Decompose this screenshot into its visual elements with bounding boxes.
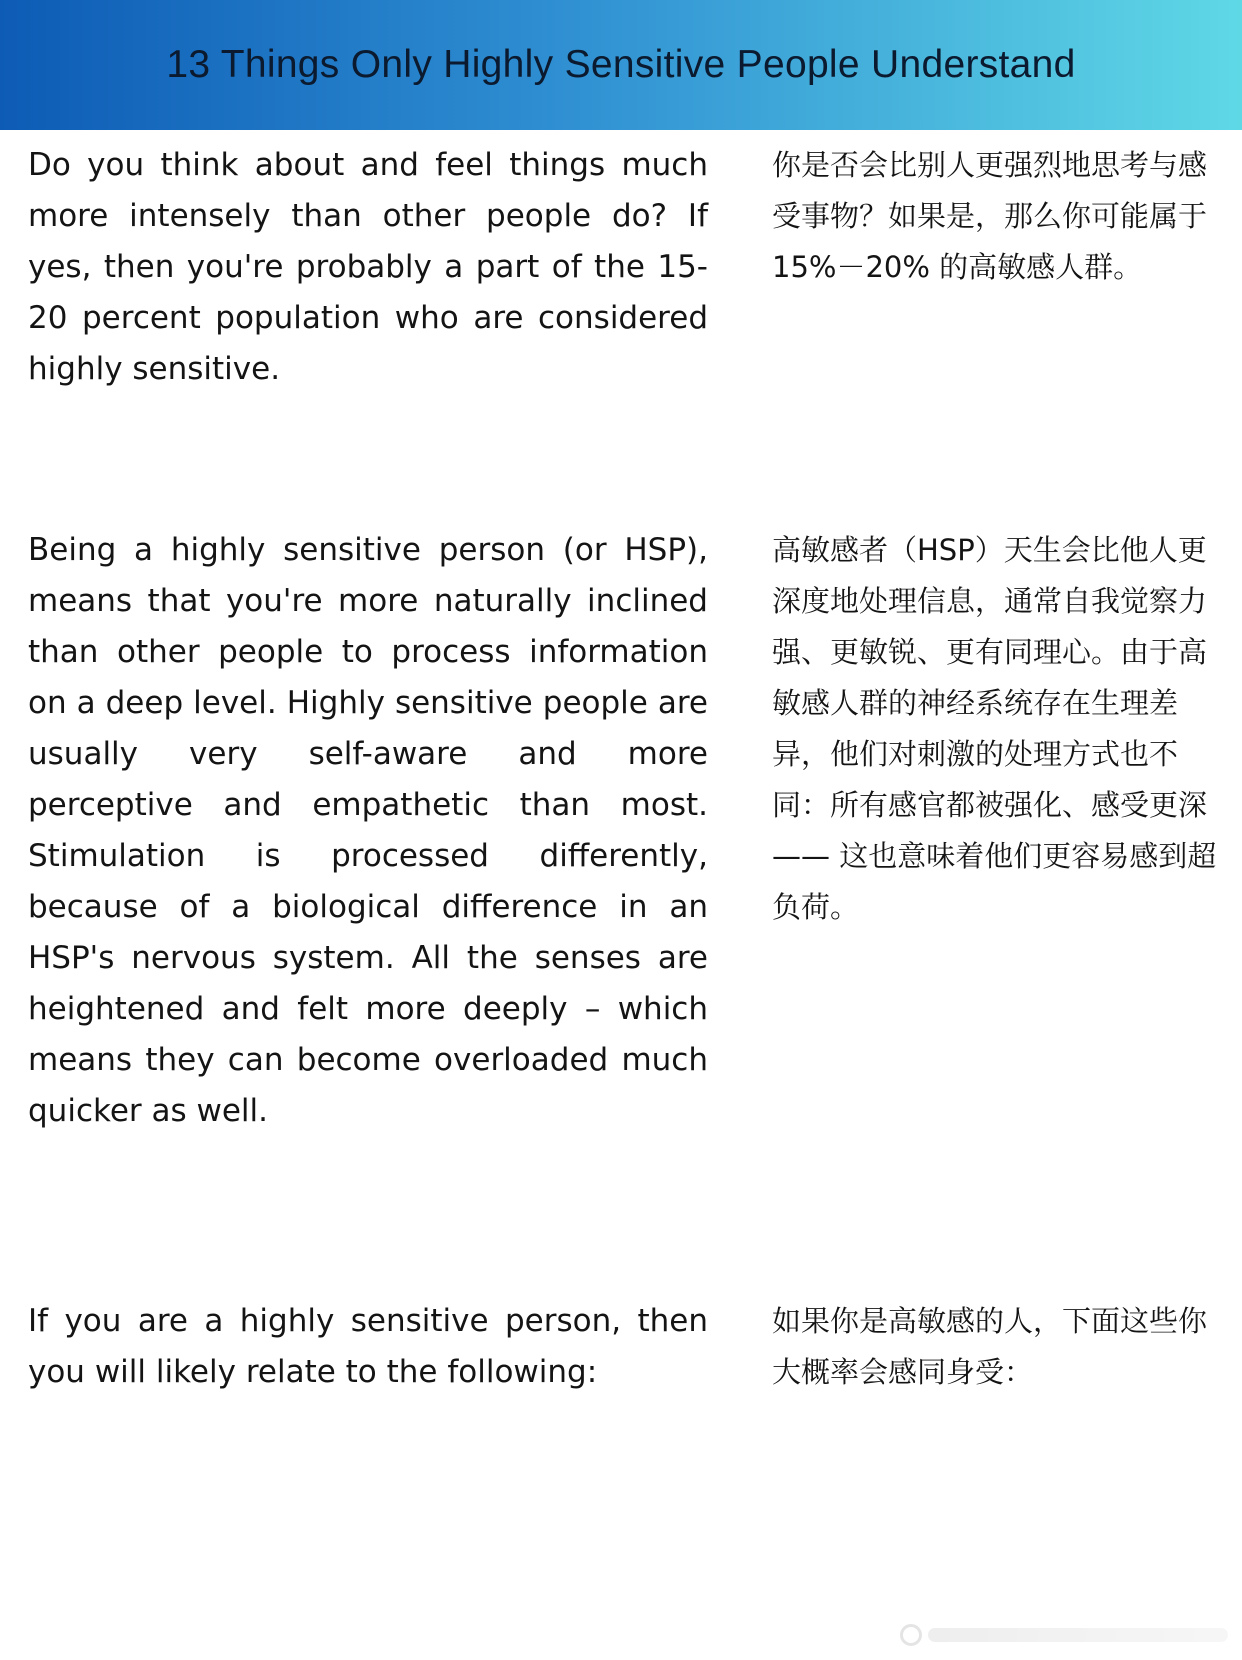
watermark-logo-icon [900, 1624, 922, 1646]
section-intro-english: Do you think about and feel things much more intensely than other people do? If yes, then you're probably a part of the 15-20 percent population who are considered highly sensitive. [28, 147, 708, 387]
section-definition-chinese: 高敏感者（HSP）天生会比他人更深度地处理信息，通常自我觉察力强、更敏锐、更有同理心。由于高敏感人群的神经系统存在生理差异，他们对刺激的处理方式也不同：所有感官都被强化、感受更深 —— 这也意味着他们更容易感到超负荷。 [772, 533, 1217, 924]
section-relate-english: If you are a highly sensitive person, then you will likely relate to the following: [28, 1303, 708, 1390]
section-intro-chinese: 你是否会比别人更强烈地思考与感受事物？如果是，那么你可能属于 15%－20% 的高敏感人群。 [772, 148, 1208, 284]
watermark [868, 1620, 1228, 1650]
watermark-text-blur [928, 1628, 1228, 1642]
section-definition-english: Being a highly sensitive person (or HSP), means that you're more naturally inclined than other people to process information on a deep level. Highly sensitive people are usually very self-aware and more perceptive and empathetic than most. Stimulation is processed differently, because of a biological difference in an HSP's nervous system. All the senses are heightened and felt more deeply – which means they can become overloaded much quicker as well. [28, 532, 708, 1129]
page-title: 13 Things Only Highly Sensitive People Understand [166, 43, 1076, 86]
title-banner [0, 0, 1242, 130]
section-relate-chinese: 如果你是高敏感的人，下面这些你大概率会感同身受： [772, 1304, 1208, 1389]
